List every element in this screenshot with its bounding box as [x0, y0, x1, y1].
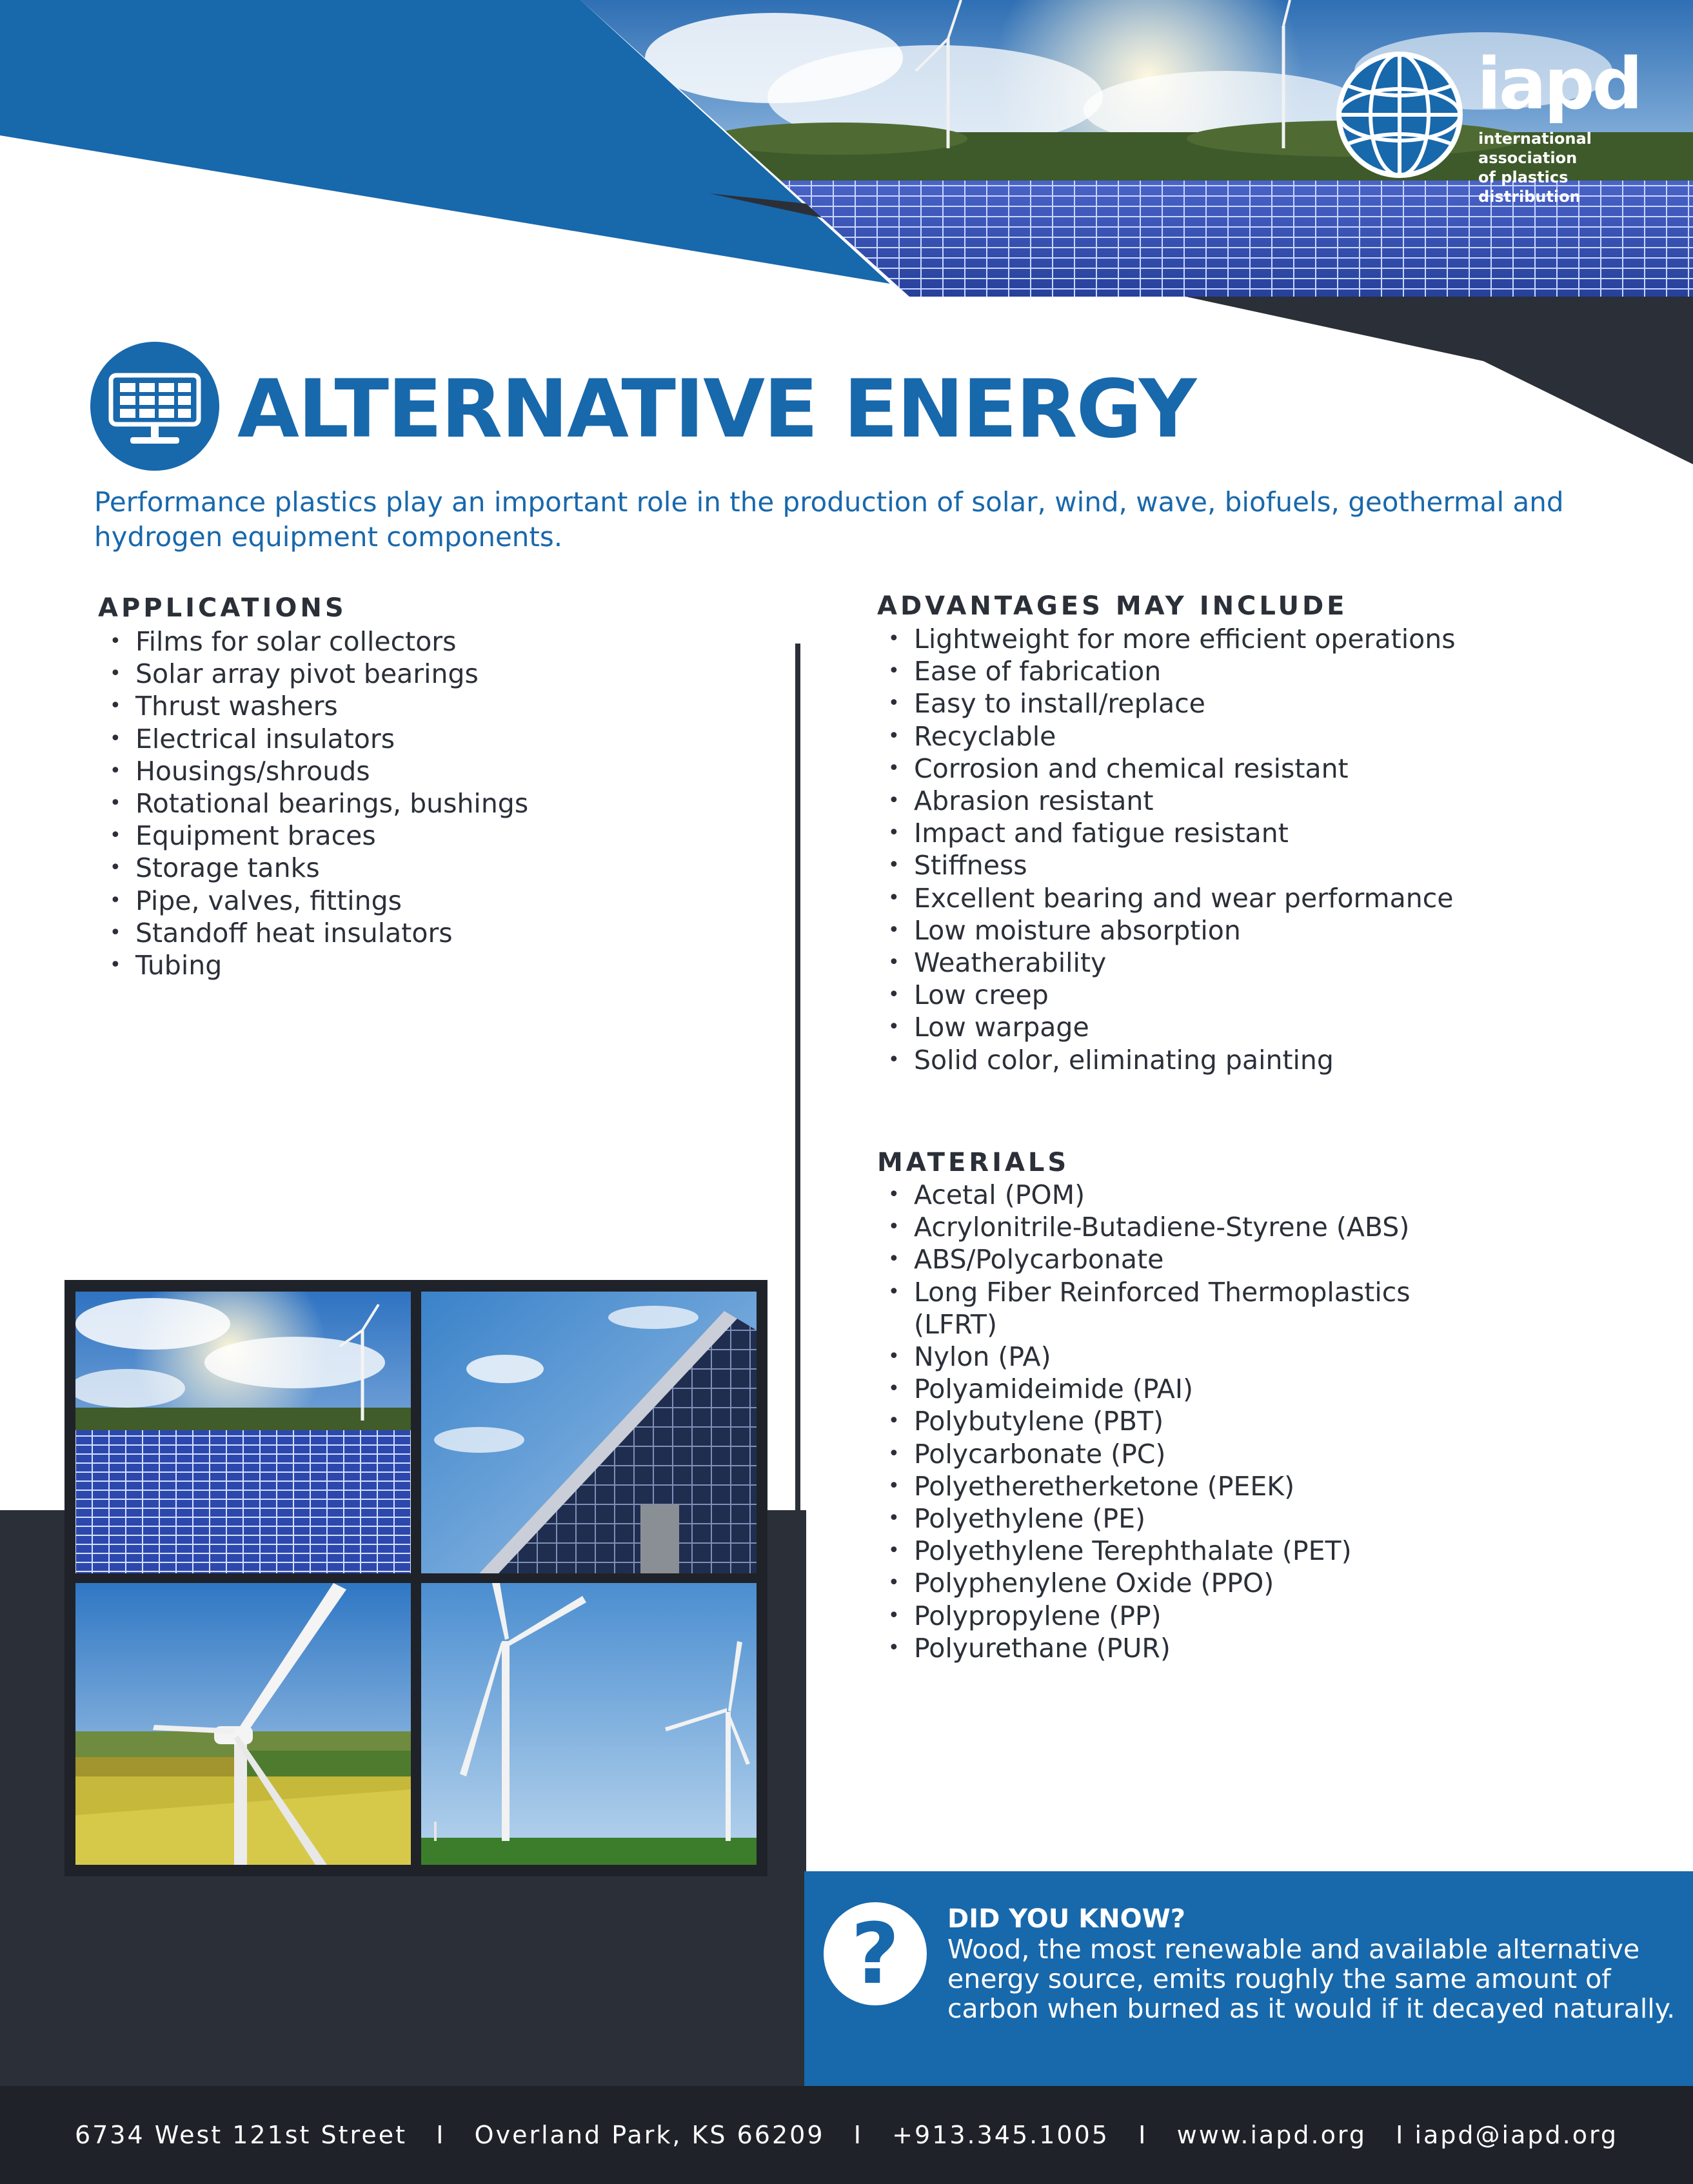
- did-you-know-title: DID YOU KNOW?: [947, 1904, 1185, 1934]
- list-item: • Electrical insulators: [99, 723, 744, 755]
- intro-paragraph: Performance plastics play an important role in the production of solar, wind, wave, biofuels, geothermal and hydrogen equipment components.: [94, 486, 1564, 553]
- list-item: • Polybutylene (PBT): [877, 1405, 1496, 1437]
- logo-tagline: [1478, 129, 1670, 206]
- list-item: • Easy to install/replace: [877, 687, 1496, 720]
- list-item: • Abrasion resistant: [877, 785, 1496, 817]
- list-item: • Low moisture absorption: [877, 914, 1496, 947]
- wind-turbine-farmland-photo: [75, 1583, 411, 1865]
- list-item: • Polyethylene (PE): [877, 1502, 1496, 1535]
- list-item: • Standoff heat insulators: [99, 917, 744, 949]
- tilted-solar-panel-photo: [421, 1292, 757, 1573]
- list-item: • Solar array pivot bearings: [99, 658, 744, 690]
- did-you-know-box: [804, 1871, 1693, 2086]
- solar-field-photo: [75, 1292, 411, 1573]
- list-item: • Long Fiber Reinforced Thermoplastics (LFRT): [877, 1276, 1496, 1341]
- list-item: • Films for solar collectors: [99, 625, 744, 658]
- list-item: • Equipment braces: [99, 820, 744, 852]
- list-item: • ABS/Polycarbonate: [877, 1243, 1496, 1275]
- advantages-list: [877, 623, 1496, 1076]
- list-item: • Polyethylene Terephthalate (PET): [877, 1535, 1496, 1567]
- list-item: • Low warpage: [877, 1011, 1496, 1043]
- list-item: • Housings/shrouds: [99, 755, 744, 787]
- materials-list: [877, 1179, 1496, 1664]
- list-item: • Polyamideimide (PAI): [877, 1373, 1496, 1405]
- globe-icon: [1335, 50, 1464, 179]
- logo-wordmark: iapd: [1477, 43, 1641, 125]
- list-item: • Storage tanks: [99, 852, 744, 884]
- list-item: • Polycarbonate (PC): [877, 1438, 1496, 1470]
- list-item: • Corrosion and chemical resistant: [877, 753, 1496, 785]
- list-item: • Acrylonitrile-Butadiene-Styrene (ABS): [877, 1211, 1496, 1243]
- logo-tagline-line-2: of plastics distribution: [1478, 168, 1581, 206]
- list-item: • Ease of fabrication: [877, 655, 1496, 687]
- logo-tagline-line-1: international association: [1478, 130, 1592, 167]
- iapd-logo: [1335, 43, 1670, 206]
- wind-turbine-sky-photo: [421, 1583, 757, 1865]
- list-item: • Lightweight for more efficient operations: [877, 623, 1496, 655]
- list-item: • Recyclable: [877, 720, 1496, 753]
- list-item: • Weatherability: [877, 947, 1496, 979]
- list-item: • Nylon (PA): [877, 1341, 1496, 1373]
- list-item: • Solid color, eliminating painting: [877, 1044, 1496, 1076]
- applications-heading: APPLICATIONS: [98, 593, 347, 623]
- materials-heading: MATERIALS: [877, 1148, 1070, 1177]
- list-item: • Polyetheretherketone (PEEK): [877, 1470, 1496, 1502]
- advantages-heading: ADVANTAGES MAY INCLUDE: [877, 591, 1348, 621]
- footer-contact: 6734 West 121st Street I Overland Park, KS 66209 I +913.345.1005 I www.iapd.org I iapd@iapd.org: [74, 2121, 1619, 2149]
- list-item: • Impact and fatigue resistant: [877, 817, 1496, 849]
- question-mark-icon: ?: [824, 1902, 927, 2005]
- did-you-know-text: Wood, the most renewable and available alternative energy source, emits roughly the same amount of carbon when burned as it would if it decayed naturally.: [947, 1934, 1676, 2024]
- list-item: • Excellent bearing and wear performance: [877, 882, 1496, 914]
- list-item: • Stiffness: [877, 849, 1496, 881]
- applications-list: [99, 625, 744, 981]
- list-item: • Polypropylene (PP): [877, 1600, 1496, 1632]
- column-divider: [795, 644, 800, 1515]
- list-item: • Low creep: [877, 979, 1496, 1011]
- footer: [0, 2086, 1693, 2184]
- list-item: • Tubing: [99, 949, 744, 981]
- list-item: • Polyurethane (PUR): [877, 1632, 1496, 1664]
- list-item: • Rotational bearings, bushings: [99, 787, 744, 820]
- list-item: • Thrust washers: [99, 690, 744, 722]
- list-item: • Acetal (POM): [877, 1179, 1496, 1211]
- photo-gallery: [64, 1280, 767, 1876]
- page-title: ALTERNATIVE ENERGY: [237, 363, 1196, 456]
- list-item: • Pipe, valves, fittings: [99, 885, 744, 917]
- list-item: • Polyphenylene Oxide (PPO): [877, 1567, 1496, 1599]
- solar-panel-icon: [90, 342, 219, 471]
